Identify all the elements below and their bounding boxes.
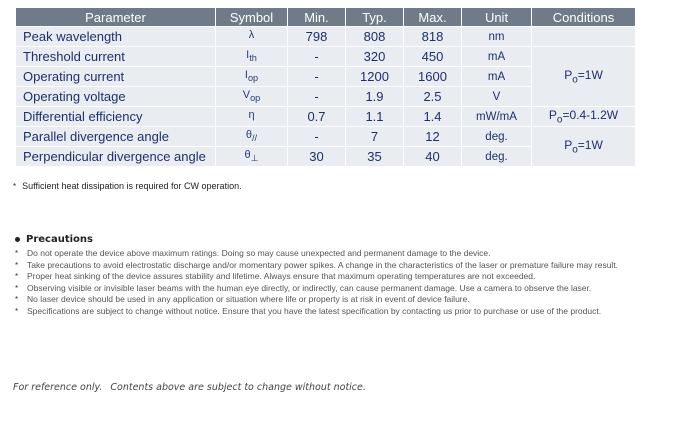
bullet-dot-icon <box>15 237 20 242</box>
list-bullet: * <box>15 272 19 281</box>
param-cell: Peak wavelength <box>16 27 216 47</box>
table-row <box>16 107 636 127</box>
max-cell: 450 <box>404 47 462 67</box>
symbol-sub: op <box>250 93 261 104</box>
min-cell: 30 <box>288 147 346 167</box>
header-typ: Typ. <box>346 8 404 27</box>
unit-cell: mA <box>462 67 532 87</box>
header-min: Min. <box>288 8 346 27</box>
symbol-sub: ⊥ <box>250 153 259 164</box>
symbol-cell <box>216 67 288 87</box>
list-item <box>15 294 675 306</box>
typ-cell: 1.9 <box>346 87 404 107</box>
symbol-main: V <box>242 89 251 102</box>
max-cell: 2.5 <box>404 87 462 107</box>
list-bullet: * <box>15 306 19 316</box>
param-cell: Operating voltage <box>16 87 216 107</box>
unit-cell: mA <box>462 47 532 67</box>
list-bullet: * <box>15 249 19 258</box>
param-cell: Perpendicular divergence angle <box>16 147 216 167</box>
max-cell: 1.4 <box>404 107 462 127</box>
list-bullet: * <box>15 295 19 304</box>
symbol-main: I <box>244 69 248 82</box>
symbol-cell <box>216 27 288 47</box>
symbol-cell <box>216 107 288 127</box>
list-item-text: Proper heat sinking of the device assures stability and lifetime. Always ensure that maximum operating temperatures are not exceeded. <box>27 271 536 281</box>
table-row <box>16 47 636 67</box>
condition-cell <box>532 107 636 127</box>
header-conditions: Conditions <box>532 8 636 27</box>
list-item-text: Specifications are subject to change without notice. Ensure that you have the latest specification by contacting us prior to purchase or use of the product. <box>27 305 602 316</box>
list-bullet: * <box>15 260 19 270</box>
symbol-main: θ <box>244 148 251 161</box>
max-cell: 1600 <box>404 67 462 87</box>
list-item <box>15 271 675 283</box>
param-cell: Differential efficiency <box>16 107 216 127</box>
symbol-cell <box>216 87 288 107</box>
header-max: Max. <box>404 8 462 27</box>
symbol-sub: op <box>247 73 259 84</box>
symbol-sub: th <box>249 53 257 64</box>
unit-cell: V <box>462 87 532 107</box>
typ-cell: 320 <box>346 47 404 67</box>
condition-value: =1W <box>577 67 603 82</box>
condition-main: P <box>564 137 573 152</box>
min-cell: - <box>288 87 346 107</box>
min-cell: - <box>288 67 346 87</box>
condition-sub: o <box>556 114 563 126</box>
symbol-cell <box>216 127 288 147</box>
symbol-cell <box>216 147 288 167</box>
symbol-main: η <box>248 109 255 122</box>
footer-notice: Contents above are subject to change without notice. <box>110 382 366 393</box>
symbol-main: θ <box>245 129 253 142</box>
typ-cell: 808 <box>346 27 404 47</box>
precautions-title <box>15 234 93 245</box>
list-bullet: * <box>15 283 19 293</box>
unit-cell: nm <box>462 27 532 47</box>
unit-cell: deg. <box>462 147 532 167</box>
header-parameter: Parameter <box>16 8 216 27</box>
condition-sub: o <box>572 144 578 156</box>
unit-cell: mW/mA <box>462 107 532 127</box>
note-text: Sufficient heat dissipation is required for CW operation. <box>22 181 242 191</box>
header-symbol: Symbol <box>216 8 288 27</box>
min-cell: - <box>288 127 346 147</box>
symbol-main: λ <box>248 29 255 42</box>
condition-cell-empty <box>532 27 636 47</box>
note-bullet: * <box>13 182 17 191</box>
cw-operation-note <box>13 181 242 191</box>
condition-cell <box>532 127 636 167</box>
min-cell: 0.7 <box>288 107 346 127</box>
min-cell: - <box>288 47 346 67</box>
footer-reference: For reference only. <box>13 382 103 393</box>
param-cell: Threshold current <box>16 47 216 67</box>
list-item-text: Do not operate the device above maximum ratings. Doing so may cause unexpected and permanent damage to the device. <box>27 248 491 258</box>
condition-main: P <box>548 107 557 122</box>
header-unit: Unit <box>462 8 532 27</box>
param-cell: Operating current <box>16 67 216 87</box>
spec-table <box>15 7 636 167</box>
param-cell: Parallel divergence angle <box>16 127 216 147</box>
typ-cell: 1200 <box>346 67 404 87</box>
precautions-list <box>15 248 675 317</box>
max-cell: 818 <box>404 27 462 47</box>
list-item-text: No laser device should be used in any application or situation where life or property is at risk in event of device failure. <box>27 294 470 304</box>
footer-disclaimer <box>13 382 366 393</box>
max-cell: 12 <box>404 127 462 147</box>
table-row <box>16 27 636 47</box>
list-item <box>15 260 675 272</box>
list-item <box>15 283 675 295</box>
table-row <box>16 127 636 147</box>
list-item <box>15 306 675 318</box>
list-item-text: Observing visible or invisible laser beams with the human eye directly, or indirectly, can cause permanent damage. Use a camera to observe the laser. <box>27 282 592 293</box>
typ-cell: 35 <box>346 147 404 167</box>
condition-value: =1W <box>577 137 603 152</box>
condition-main: P <box>564 67 573 82</box>
precautions-title-text: Precautions <box>26 234 93 245</box>
unit-cell: deg. <box>462 127 532 147</box>
condition-sub: o <box>572 74 578 86</box>
condition-cell <box>532 47 636 107</box>
symbol-main: I <box>246 49 250 62</box>
table-header-row <box>16 8 636 27</box>
symbol-cell <box>216 47 288 67</box>
symbol-sub: // <box>252 133 258 144</box>
condition-value: =0.4-1.2W <box>562 107 619 122</box>
typ-cell: 1.1 <box>346 107 404 127</box>
min-cell: 798 <box>288 27 346 47</box>
list-item-text: Take precautions to avoid electrostatic discharge and/or momentary power spikes. A change in the characteristics of the laser or premature failure may result. <box>27 259 619 270</box>
typ-cell: 7 <box>346 127 404 147</box>
list-item <box>15 248 675 260</box>
max-cell: 40 <box>404 147 462 167</box>
